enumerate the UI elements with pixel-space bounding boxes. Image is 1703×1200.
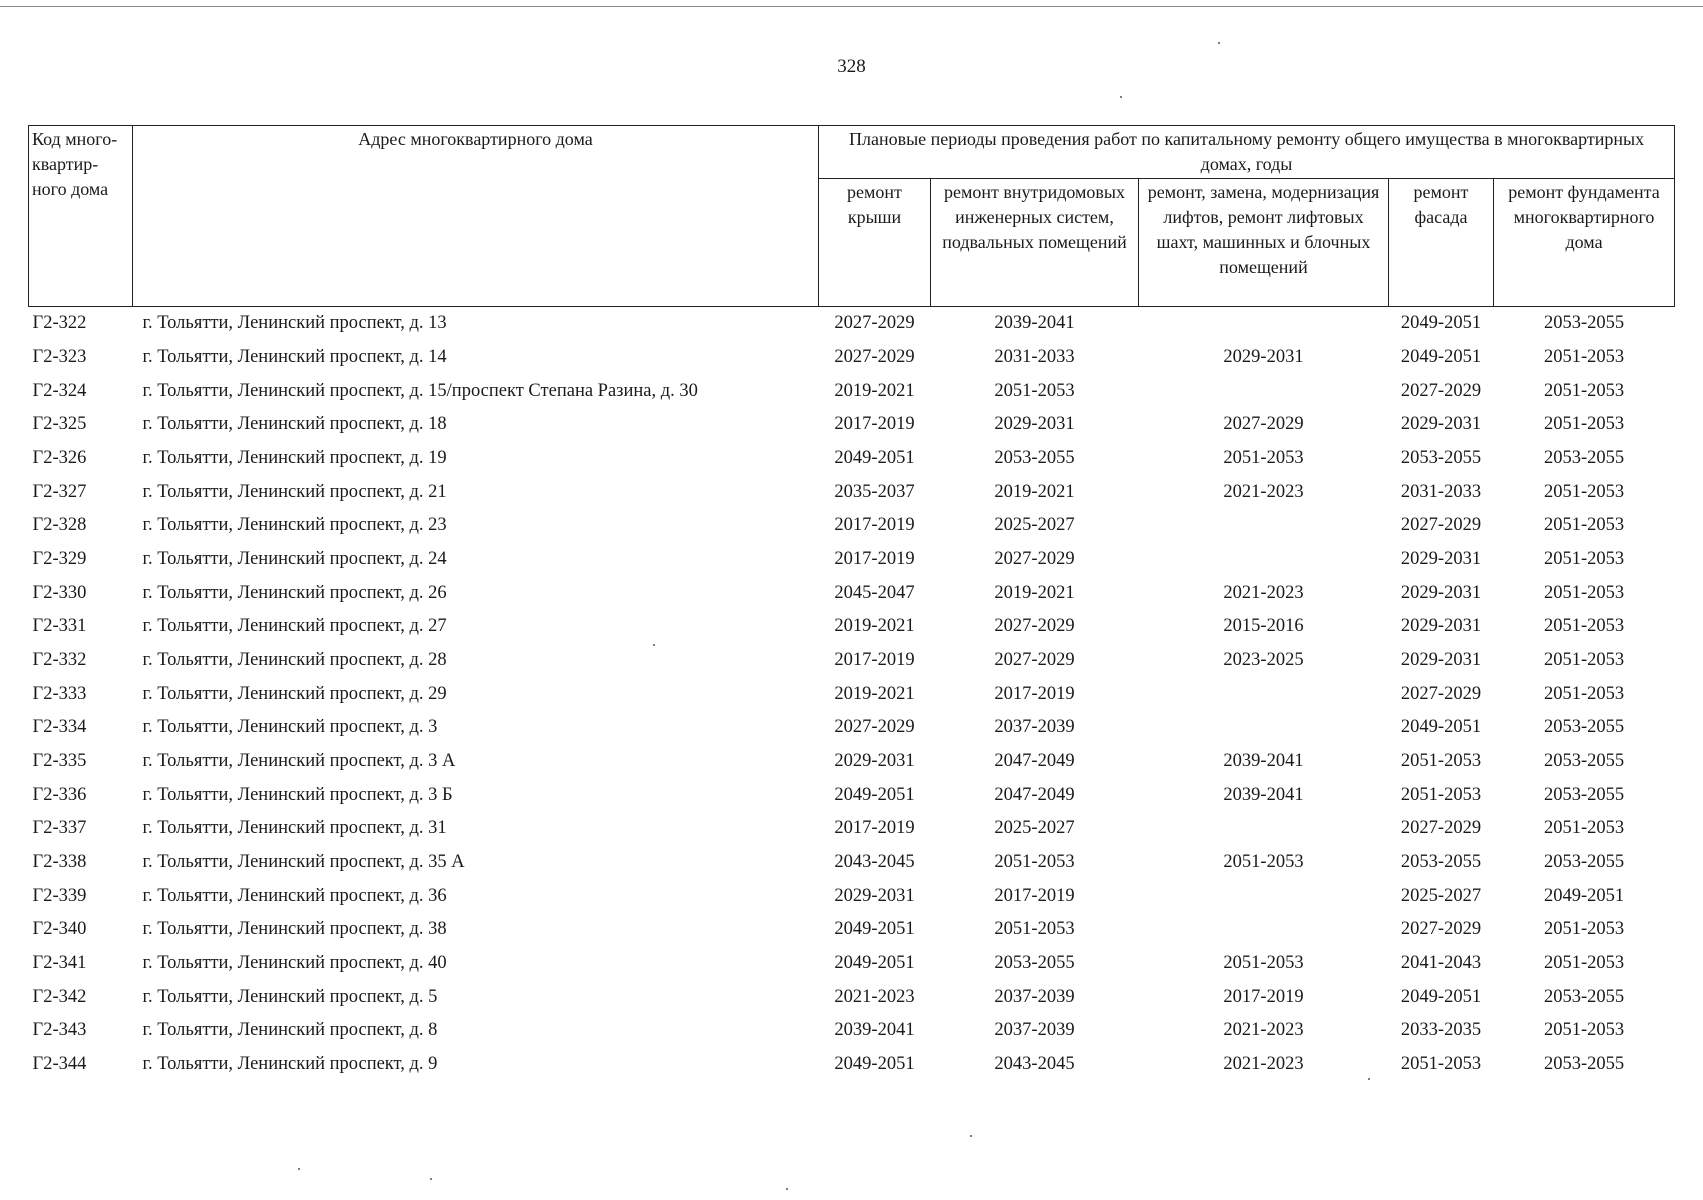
scan-speck [970, 1135, 972, 1137]
cell-code: Г2-325 [32, 414, 87, 435]
cell-foundation: 2053-2055 [1543, 852, 1625, 873]
cell-engineering: 2017-2019 [994, 683, 1075, 704]
cell-elevators [1139, 879, 1389, 913]
table-row [29, 475, 1675, 509]
cell-address: г. Тольятти, Ленинский проспект, д. 28 [142, 650, 447, 671]
cell-code: Г2-343 [32, 1020, 87, 1041]
cell-address: г. Тольятти, Ленинский проспект, д. 9 [142, 1054, 438, 1075]
table-row [29, 879, 1675, 913]
table-row [29, 947, 1675, 981]
table-row [29, 677, 1675, 711]
header-code: Код много-квартир-ного дома [29, 126, 133, 307]
cell-foundation: 2053-2055 [1543, 751, 1625, 772]
cell-address: г. Тольятти, Ленинский проспект, д. 36 [142, 885, 447, 906]
header-roof: ремонт крыши [819, 179, 931, 307]
cell-engineering: 2027-2029 [994, 616, 1075, 637]
header-engineering: ремонт внутридомовых инженерных систем, подвальных помещений [931, 179, 1139, 307]
cell-foundation: 2053-2055 [1543, 717, 1625, 738]
cell-address: г. Тольятти, Ленинский проспект, д. 24 [142, 549, 447, 570]
cell-code: Г2-330 [32, 582, 87, 603]
cell-facade: 2029-2031 [1400, 414, 1482, 435]
cell-roof: 2017-2019 [834, 549, 915, 570]
cell-engineering: 2027-2029 [994, 650, 1075, 671]
cell-foundation: 2053-2055 [1543, 784, 1625, 805]
table-row [29, 374, 1675, 408]
cell-address: г. Тольятти, Ленинский проспект, д. 31 [142, 818, 447, 839]
table-row [29, 576, 1675, 610]
cell-roof: 2021-2023 [834, 986, 915, 1007]
cell-elevators: 2015-2016 [1223, 616, 1304, 637]
cell-address: г. Тольятти, Ленинский проспект, д. 35 А [142, 852, 465, 873]
cell-foundation: 2051-2053 [1543, 650, 1625, 671]
cell-elevators [1139, 711, 1389, 745]
cell-roof: 2043-2045 [834, 852, 915, 873]
cell-roof: 2017-2019 [834, 515, 915, 536]
table-row [29, 1014, 1675, 1048]
cell-roof: 2049-2051 [834, 953, 915, 974]
cell-facade: 2051-2053 [1400, 784, 1482, 805]
cell-foundation: 2051-2053 [1543, 549, 1625, 570]
cell-engineering: 2027-2029 [994, 549, 1075, 570]
cell-code: Г2-328 [32, 515, 87, 536]
cell-address: г. Тольятти, Ленинский проспект, д. 5 [142, 986, 438, 1007]
page-number: 328 [837, 56, 866, 77]
cell-foundation: 2051-2053 [1543, 683, 1625, 704]
header-foundation: ремонт фундамента многоквартирного дома [1494, 179, 1675, 307]
scan-speck [1218, 42, 1220, 44]
cell-address: г. Тольятти, Ленинский проспект, д. 19 [142, 448, 447, 469]
cell-address: г. Тольятти, Ленинский проспект, д. 15/проспект Степана Разина, д. 30 [142, 380, 698, 401]
cell-roof: 2049-2051 [834, 784, 915, 805]
cell-roof: 2049-2051 [834, 1054, 915, 1075]
cell-foundation: 2051-2053 [1543, 818, 1625, 839]
cell-roof: 2045-2047 [834, 582, 915, 603]
cell-facade: 2049-2051 [1400, 717, 1482, 738]
cell-roof: 2035-2037 [834, 481, 915, 502]
cell-engineering: 2051-2053 [994, 919, 1075, 940]
cell-facade: 2041-2043 [1400, 953, 1482, 974]
cell-foundation: 2051-2053 [1543, 347, 1625, 367]
table-row [29, 846, 1675, 880]
cell-engineering: 2025-2027 [994, 818, 1075, 839]
cell-code: Г2-331 [32, 616, 87, 637]
cell-roof: 2017-2019 [834, 818, 915, 839]
cell-roof: 2049-2051 [834, 919, 915, 940]
scan-edge-line [0, 6, 1703, 7]
table-header [29, 126, 1675, 307]
cell-elevators: 2017-2019 [1223, 986, 1304, 1007]
cell-engineering: 2043-2045 [994, 1054, 1075, 1075]
cell-elevators: 2021-2023 [1223, 481, 1304, 502]
scan-speck [1120, 96, 1122, 98]
cell-code: Г2-338 [32, 852, 87, 873]
scan-speck [653, 644, 655, 646]
table-row [29, 509, 1675, 543]
cell-facade: 2033-2035 [1400, 1020, 1482, 1041]
cell-address: г. Тольятти, Ленинский проспект, д. 8 [142, 1020, 438, 1041]
cell-roof: 2019-2021 [834, 380, 915, 401]
cell-foundation: 2051-2053 [1543, 481, 1625, 502]
cell-foundation: 2053-2055 [1543, 1054, 1625, 1075]
cell-roof: 2027-2029 [834, 313, 915, 334]
cell-address: г. Тольятти, Ленинский проспект, д. 3 Б [142, 784, 453, 805]
cell-elevators: 2021-2023 [1223, 1054, 1304, 1075]
cell-facade: 2049-2051 [1400, 986, 1482, 1007]
cell-code: Г2-335 [32, 751, 87, 772]
cell-facade: 2049-2051 [1400, 313, 1482, 334]
cell-engineering: 2019-2021 [994, 481, 1075, 502]
cell-address: г. Тольятти, Ленинский проспект, д. 3 [142, 717, 438, 738]
cell-elevators [1139, 307, 1389, 341]
scan-speck [1368, 1078, 1370, 1080]
cell-address: г. Тольятти, Ленинский проспект, д. 18 [142, 414, 447, 435]
cell-engineering: 2037-2039 [994, 986, 1075, 1007]
cell-elevators: 2027-2029 [1223, 414, 1304, 435]
cell-facade: 2029-2031 [1400, 549, 1482, 570]
cell-elevators [1139, 913, 1389, 947]
cell-code: Г2-324 [32, 380, 87, 401]
cell-code: Г2-340 [32, 919, 87, 940]
table-row [29, 644, 1675, 678]
table-row [29, 711, 1675, 745]
scan-speck [430, 1178, 432, 1180]
cell-elevators [1139, 543, 1389, 577]
cell-engineering: 2017-2019 [994, 885, 1075, 906]
scan-speck [786, 1188, 788, 1190]
cell-engineering: 2051-2053 [994, 852, 1075, 873]
cell-engineering: 2053-2055 [994, 953, 1075, 974]
cell-roof: 2029-2031 [834, 885, 915, 906]
cell-code: Г2-326 [32, 448, 87, 469]
cell-engineering: 2029-2031 [994, 414, 1075, 435]
table-body [29, 307, 1675, 1082]
repair-schedule-table [28, 125, 1675, 1081]
header-facade: ремонт фасада [1389, 179, 1494, 307]
cell-facade: 2031-2033 [1400, 481, 1482, 502]
cell-code: Г2-333 [32, 683, 87, 704]
cell-engineering: 2037-2039 [994, 717, 1075, 738]
cell-engineering: 2051-2053 [994, 380, 1075, 401]
table-row [29, 913, 1675, 947]
cell-code: Г2-342 [32, 986, 87, 1007]
cell-code: Г2-334 [32, 717, 87, 738]
cell-elevators: 2039-2041 [1223, 751, 1304, 772]
cell-facade: 2027-2029 [1400, 380, 1482, 401]
cell-elevators: 2021-2023 [1223, 582, 1304, 603]
cell-engineering: 2047-2049 [994, 751, 1075, 772]
cell-code: Г2-327 [32, 481, 87, 502]
cell-roof: 2017-2019 [834, 414, 915, 435]
cell-facade: 2053-2055 [1400, 448, 1482, 469]
cell-roof: 2039-2041 [834, 1020, 915, 1041]
cell-facade: 2049-2051 [1400, 347, 1482, 367]
cell-engineering: 2037-2039 [994, 1020, 1075, 1041]
cell-code: Г2-332 [32, 650, 87, 671]
cell-foundation: 2051-2053 [1543, 380, 1625, 401]
cell-elevators [1139, 812, 1389, 846]
table-row [29, 543, 1675, 577]
cell-address: г. Тольятти, Ленинский проспект, д. 23 [142, 515, 447, 536]
cell-facade: 2029-2031 [1400, 650, 1482, 671]
cell-foundation: 2051-2053 [1543, 616, 1625, 637]
table-row [29, 812, 1675, 846]
cell-facade: 2027-2029 [1400, 818, 1482, 839]
table-row [29, 442, 1675, 476]
table-row [29, 408, 1675, 442]
cell-engineering: 2025-2027 [994, 515, 1075, 536]
cell-engineering: 2053-2055 [994, 448, 1075, 469]
header-elevators: ремонт, замена, модернизация лифтов, ремонт лифтовых шахт, машинных и блочных помещений [1139, 179, 1389, 307]
cell-elevators: 2051-2053 [1223, 448, 1304, 469]
cell-elevators [1139, 374, 1389, 408]
cell-elevators [1139, 677, 1389, 711]
cell-foundation: 2049-2051 [1543, 885, 1625, 906]
cell-facade: 2027-2029 [1400, 515, 1482, 536]
cell-roof: 2029-2031 [834, 751, 915, 772]
cell-address: г. Тольятти, Ленинский проспект, д. 13 [142, 313, 447, 334]
cell-address: г. Тольятти, Ленинский проспект, д. 3 А [142, 751, 456, 772]
cell-foundation: 2051-2053 [1543, 582, 1625, 603]
table-row [29, 1048, 1675, 1082]
cell-code: Г2-341 [32, 953, 87, 974]
cell-roof: 2027-2029 [834, 717, 915, 738]
cell-elevators: 2039-2041 [1223, 784, 1304, 805]
cell-foundation: 2051-2053 [1543, 953, 1625, 974]
cell-address: г. Тольятти, Ленинский проспект, д. 14 [142, 347, 447, 367]
table-row [29, 745, 1675, 779]
cell-address: г. Тольятти, Ленинский проспект, д. 26 [142, 582, 447, 603]
cell-elevators: 2051-2053 [1223, 953, 1304, 974]
cell-address: г. Тольятти, Ленинский проспект, д. 38 [142, 919, 447, 940]
cell-foundation: 2053-2055 [1543, 986, 1625, 1007]
cell-facade: 2025-2027 [1400, 885, 1482, 906]
cell-code: Г2-344 [32, 1054, 87, 1075]
cell-roof: 2019-2021 [834, 616, 915, 637]
cell-engineering: 2047-2049 [994, 784, 1075, 805]
cell-elevators: 2021-2023 [1223, 1020, 1304, 1041]
cell-elevators [1139, 509, 1389, 543]
cell-foundation: 2051-2053 [1543, 414, 1625, 435]
cell-code: Г2-322 [32, 313, 87, 334]
table-row [29, 610, 1675, 644]
cell-facade: 2027-2029 [1400, 683, 1482, 704]
cell-engineering: 2031-2033 [994, 347, 1075, 367]
cell-code: Г2-329 [32, 549, 87, 570]
cell-foundation: 2053-2055 [1543, 448, 1625, 469]
cell-code: Г2-336 [32, 784, 87, 805]
cell-engineering: 2039-2041 [994, 313, 1075, 334]
cell-code: Г2-337 [32, 818, 87, 839]
cell-foundation: 2051-2053 [1543, 515, 1625, 536]
cell-facade: 2029-2031 [1400, 582, 1482, 603]
cell-elevators: 2051-2053 [1223, 852, 1304, 873]
cell-roof: 2027-2029 [834, 347, 915, 367]
cell-facade: 2053-2055 [1400, 852, 1482, 873]
scan-speck [298, 1168, 300, 1170]
table-row [29, 778, 1675, 812]
cell-engineering: 2019-2021 [994, 582, 1075, 603]
cell-facade: 2029-2031 [1400, 616, 1482, 637]
header-address: Адрес многоквартирного дома [133, 126, 819, 307]
table-row [29, 980, 1675, 1014]
cell-roof: 2019-2021 [834, 683, 915, 704]
cell-facade: 2051-2053 [1400, 751, 1482, 772]
cell-roof: 2017-2019 [834, 650, 915, 671]
cell-facade: 2051-2053 [1400, 1054, 1482, 1075]
cell-address: г. Тольятти, Ленинский проспект, д. 29 [142, 683, 447, 704]
header-periods-group: Плановые периоды проведения работ по капитальному ремонту общего имущества в многоквартирных домах, годы [819, 126, 1675, 179]
table-row [29, 307, 1675, 341]
cell-foundation: 2051-2053 [1543, 1020, 1625, 1041]
cell-address: г. Тольятти, Ленинский проспект, д. 40 [142, 953, 447, 974]
cell-code: Г2-323 [32, 347, 87, 367]
cell-facade: 2027-2029 [1400, 919, 1482, 940]
cell-code: Г2-339 [32, 885, 87, 906]
cell-address: г. Тольятти, Ленинский проспект, д. 21 [142, 481, 447, 502]
cell-elevators: 2023-2025 [1223, 650, 1304, 671]
cell-address: г. Тольятти, Ленинский проспект, д. 27 [142, 616, 447, 637]
cell-roof: 2049-2051 [834, 448, 915, 469]
cell-foundation: 2051-2053 [1543, 919, 1625, 940]
cell-foundation: 2053-2055 [1543, 313, 1625, 334]
table-row [29, 341, 1675, 375]
cell-elevators: 2029-2031 [1223, 347, 1304, 367]
